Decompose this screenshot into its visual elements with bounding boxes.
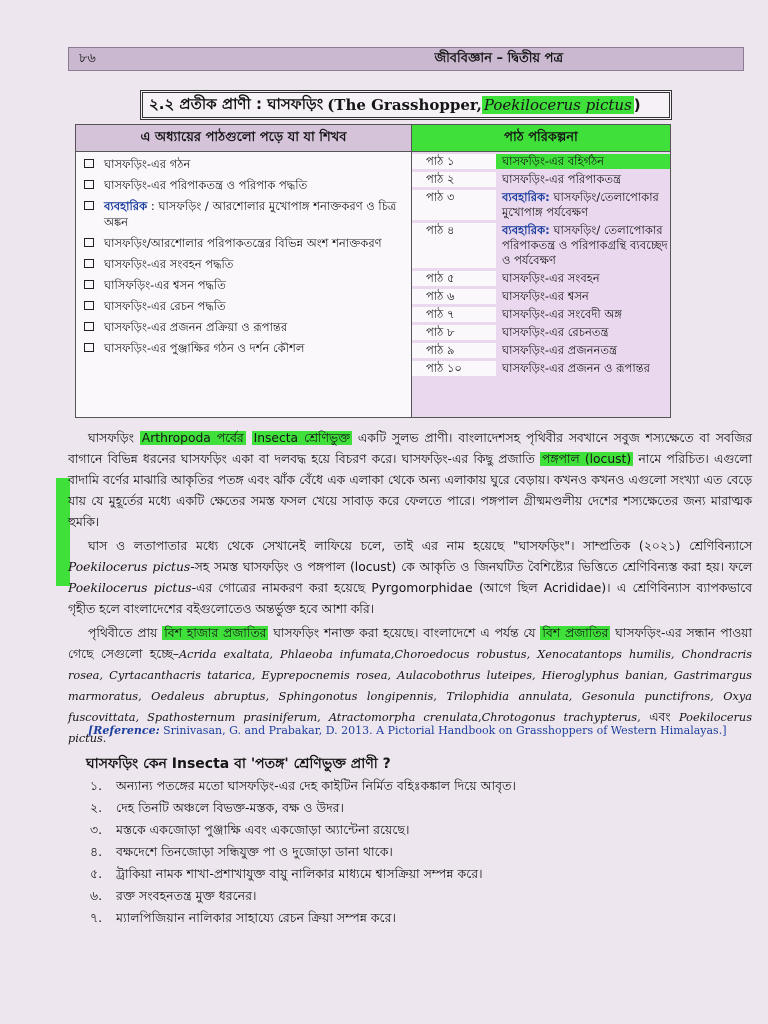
checkbox-bullet-icon [84,301,94,310]
checkbox-bullet-icon [84,259,94,268]
section-title-en: (The Grasshopper, [327,96,482,114]
learning-item-body: ঘাসফড়িং-এর সংবহন পদ্ধতি [104,257,234,271]
learning-item-body: ঘাসিফড়িং-এর শ্বসন পদ্ধতি [104,278,226,292]
lesson-topic-text: ঘাসফড়িং-এর সংবেদী অঙ্গ [502,307,622,321]
learning-list [76,152,411,356]
checkbox-bullet-icon [84,159,94,168]
p1-text-d: নামে পরিচিত। এগুলো বাদামি বর্ণের মাঝারি আকৃতির পতঙ্গ এবং ঝাঁক বেঁধে এক এলাকা থেকে অন্য এলাকায় ঘুরে বেড়ায়। কখনও কখনও এগুলো সংখ্যা এত বেড়ে যায় যে মুহূর্তের মধ্যে একটি ক্ষেতের সমস্ত ফসল খেয়ে সাবাড় করে ফেলতে পারে। পঙ্গপাল গ্রীষ্মমণ্ডলীয় দেশের শস্যক্ষেতের জন্য মারাত্মক হুমকি। [68,452,752,529]
reason-number: ৪. [90,844,103,859]
learning-item [84,235,403,251]
checkbox-bullet-icon [84,201,94,210]
reason-text: ম্যালপিজিয়ান নালিকার সাহায্যে রেচন ক্রিয়া সম্পন্ন করে। [116,910,396,925]
learning-item [84,319,403,335]
plan-row [412,343,670,358]
learning-item-body: ঘাসফড়িং-এর গঠন [104,157,191,171]
lesson-topic [496,307,670,322]
lesson-topic-text: ঘাসফড়িং/ তেলাপোকার পরিপাকতন্ত্র ও পরিপাকগ্রন্থি ব্যবচ্ছেদ ও পর্যবেক্ষণ [502,223,668,267]
p3-text-c: ঘাসফড়িং-এর সন্ধান পাওয়া গেছে সেগুলো হচ্ছে– [68,626,752,661]
reference [88,724,752,737]
lesson-topic-text: ঘাসফড়িং-এর প্রজনন ও রূপান্তর [502,361,650,375]
p3-text-b: ঘাসফড়িং শনাক্ত করা হয়েছে। বাংলাদেশে এ পর্যন্ত যে [268,626,541,640]
learning-item-text [104,340,304,356]
learning-item-text [104,198,403,230]
lesson-topic [496,190,670,220]
checkbox-bullet-icon [84,322,94,331]
lesson-topic-text: ঘাসফড়িং-এর বহির্গঠন [502,154,605,168]
plan-row [412,271,670,286]
reason-item [90,820,730,839]
plan-row [412,325,670,340]
p1-highlight-class: Insecta শ্রেণিভুক্ত [253,431,350,445]
learning-item [84,277,403,293]
p3-text-d: এবং [640,710,679,724]
learning-item-text [104,256,233,272]
book-title: জীববিজ্ঞান – দ্বিতীয় পত্র [434,50,563,66]
lesson-topic [496,223,670,268]
learning-item-text [104,156,190,172]
p3-text-a: পৃথিবীতে প্রায় [88,626,163,640]
learning-item-body: ঘাসফড়িং-এর পুঞ্জাক্ষির গঠন ও দর্শন কৌশল [104,341,305,355]
lesson-topic [496,325,670,340]
p1-text-a: ঘাসফড়িং [88,431,140,445]
section-title [140,90,672,120]
practical-label: ব্যবহারিক: [502,223,550,237]
question-heading: ঘাসফড়িং কেন Insecta বা 'পতঙ্গ' শ্রেণিভুক্ত প্রাণী ? [86,756,391,772]
plan-list [412,152,670,379]
checkbox-bullet-icon [84,343,94,352]
reason-number: ১. [90,778,103,793]
reason-item [90,842,730,861]
lesson-topic [496,154,670,169]
body-text [68,428,752,752]
plan-row [412,361,670,376]
reference-label: [Reference: [88,724,160,737]
lesson-topic-text: ঘাসফড়িং-এর সংবহন [502,271,600,285]
plan-row [412,223,670,268]
lesson-number: পাঠ ৪ [412,223,496,268]
lesson-number: পাঠ ২ [412,172,496,187]
p3-highlight-twenty-thousand: বিশ হাজার প্রজাতির [164,626,267,640]
p2-scientific-2: Poekilocerus pictus [68,581,192,595]
lesson-number: পাঠ ৫ [412,271,496,286]
reason-text: ট্রাকিয়া নামক শাখা-প্রশাখাযুক্ত বায়ু নালিকার মাধ্যমে শ্বাসক্রিয়া সম্পন্ন করে। [116,866,483,881]
reason-item [90,798,730,817]
practical-label: ব্যবহারিক: [502,190,550,204]
plan-row [412,172,670,187]
learning-item-body: ঘাসফড়িং-এর রেচন পদ্ধতি [104,299,226,313]
lesson-topic-text: ঘাসফড়িং/তেলাপোকার মুখোপাঙ্গ পর্যবেক্ষণ [502,190,659,219]
p2-text-a: ঘাস ও লতাপাতার মধ্যে থেকে সেখানেই লাফিয়ে চলে, তাই এর নাম হয়েছে "ঘাসফড়িং"। সাম্প্রতিক (২০২১) শ্রেণিবিন্যাসে [88,539,752,553]
plan-row [412,154,670,169]
p1-highlight-locust: পঙ্গপাল (locust) [541,452,632,466]
lesson-topic-text: ঘাসফড়িং-এর পরিপাকতন্ত্র [502,172,621,186]
learning-item-body: ঘাসফড়িং/আরশোলার পরিপাকতন্ত্রের বিভিন্ন অংশ শনাক্তকরণ [104,236,382,250]
lesson-number: পাঠ ৭ [412,307,496,322]
reason-text: বক্ষদেশে তিনজোড়া সন্ধিযুক্ত পা ও দুজোড়া ডানা থাকে। [116,844,393,859]
lesson-topic-text: ঘাসফড়িং-এর শ্বসন [502,289,589,303]
learning-item [84,156,403,172]
species-list: Acrida exaltata, Phlaeoba infumata,Choroedocus robustus, Xenocatantops humilis, Chondracris rosea, Cyrtacanthacris tatarica, Eyprepocnemis rosea, Aulacobothrus luteipes, Hieroglyphus banian, Gastrimargus marmoratus, Oedaleus abruptus, Sphingonotus longipennis, Trilophidia annulata, Gesonula punctifrons, Oxya fuscovittata, Spathosternum prasiniferum, Atractomorpha crenulata,Chrotogonus trachypterus, [68,648,753,724]
checkbox-bullet-icon [84,280,94,289]
lesson-number: পাঠ ৯ [412,343,496,358]
paragraph-2 [68,536,752,620]
p2-scientific-1: Poekilocerus pictus [68,560,191,574]
lesson-number: পাঠ ১০ [412,361,496,376]
learning-item [84,177,403,193]
p2-text-b: -সহ সমস্ত ঘাসফড়িং ও পঙ্গপাল (locust) কে আকৃতি ও জিনঘটিত বৈশিষ্ট্যের ভিত্তিতে শ্রেণিবিন্যস্ত করা হয়। ফলে [190,560,752,574]
learning-item-text [104,319,287,335]
learning-item-text [104,177,307,193]
section-title-scientific: Poekilocerus pictus [483,96,632,114]
practical-label: ব্যবহারিক [104,199,148,213]
checkbox-bullet-icon [84,180,94,189]
reason-text: অন্যান্য পতঙ্গের মতো ঘাসফড়িং-এর দেহ কাইটিন নির্মিত বহিঃকঙ্কাল দিয়ে আবৃত। [116,778,516,793]
reason-item [90,776,730,795]
page-header [68,47,744,71]
learning-item-body: : ঘাসফড়িং / আরশোলার মুখোপাঙ্গ শনাক্তকরণ ও চিত্র অঙ্কন [104,199,397,229]
p1-text-b [246,431,252,445]
learning-item-body: ঘাসফড়িং-এর পরিপাকতন্ত্র ও পরিপাক পদ্ধতি [104,178,308,192]
lesson-topic [496,343,670,358]
learning-header: এ অধ্যায়ের পাঠগুলো পড়ে যা যা শিখব [76,125,411,152]
checkbox-bullet-icon [84,238,94,247]
learning-item-text [104,298,226,314]
learning-item-text [104,277,226,293]
reference-text: Srinivasan, G. and Prabakar, D. 2013. A Pictorial Handbook on Grasshoppers of Western Himalayas.] [159,724,727,737]
p2-text-c: -এর গোত্রের নামকরণ করা হয়েছে Pyrgomorphidae (আগে ছিল Acrididae)। এ শ্রেণিবিন্যাস ব্যাপকভাবে গৃহীত হলে বাংলাদেশের বইগুলোতেও অন্তর্ভুক্ত হবে আশা করি। [68,581,752,616]
reason-item [90,864,730,883]
plan-column [412,125,670,417]
learning-item [84,340,403,356]
lesson-topic [496,172,670,187]
lesson-topic-text: ঘাসফড়িং-এর রেচনতন্ত্র [502,325,609,339]
lesson-number: পাঠ ৮ [412,325,496,340]
reason-text: মস্তকে একজোড়া পুঞ্জাক্ষি এবং একজোড়া অ্যান্টেনা রয়েছে। [116,822,410,837]
reasons-list [90,776,730,930]
reason-number: ৫. [90,866,103,881]
p3-highlight-twenty-species: বিশ প্রজাতির [542,626,609,640]
learning-item [84,198,403,230]
plan-row [412,289,670,304]
lesson-topic-text: ঘাসফড়িং-এর প্রজননতন্ত্র [502,343,617,357]
reason-text: রক্ত সংবহনতন্ত্র মুক্ত ধরনের। [116,888,257,903]
learning-column [76,125,412,417]
lesson-number: পাঠ ৩ [412,190,496,220]
page-number: ৮৬ [79,50,96,66]
reason-number: ৬. [90,888,103,903]
learning-item-body: ঘাসফড়িং-এর প্রজনন প্রক্রিয়া ও রূপান্তর [104,320,288,334]
section-title-bn: ২.২ প্রতীক প্রাণী : ঘাসফড়িং [149,94,324,113]
p3-last-species: Poekilocerus pictus. [68,711,752,745]
plan-row [412,190,670,220]
reason-number: ২. [90,800,103,815]
reason-number: ৭. [90,910,103,925]
lesson-topic [496,289,670,304]
reason-item [90,886,730,905]
p1-text-c: একটি সুলভ প্রাণী। বাংলাদেশসহ পৃথিবীর সবখানে সবুজ শস্যক্ষেতে বা সবজির বাগানে বিভিন্ন ধরনের ঘাসফড়িং একা বা দলবদ্ধ হয়ে বিচরণ করে। ঘাসফড়িং-এর কিছু প্রজাতি [68,431,752,466]
lesson-number: পাঠ ৬ [412,289,496,304]
reason-item [90,908,730,927]
reason-text: দেহ তিনটি অঞ্চলে বিভক্ত-মস্তক, বক্ষ ও উদর। [116,800,345,815]
p1-highlight-phylum: Arthropoda পর্বের [141,431,244,445]
lesson-number: পাঠ ১ [412,154,496,169]
lesson-table [75,124,671,418]
lesson-topic [496,361,670,376]
paragraph-1 [68,428,752,533]
plan-header: পাঠ পরিকল্পনা [412,125,670,152]
learning-item [84,298,403,314]
learning-item-text [104,235,382,251]
learning-item [84,256,403,272]
reason-number: ৩. [90,822,103,837]
lesson-topic [496,271,670,286]
plan-row [412,307,670,322]
section-title-close: ) [633,96,641,114]
